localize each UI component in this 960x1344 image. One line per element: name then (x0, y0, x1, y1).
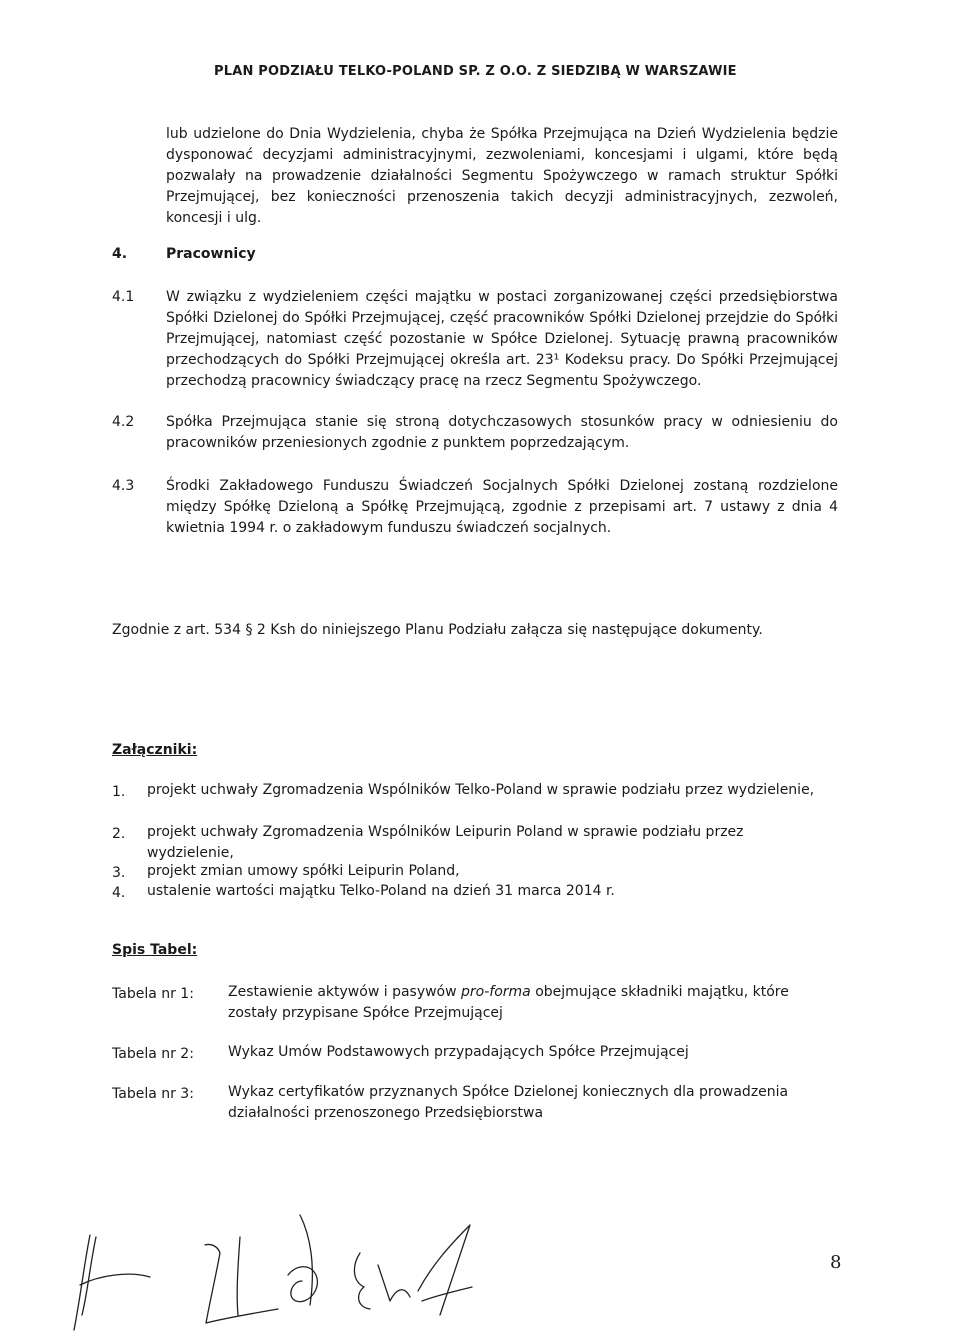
handwritten-signatures (60, 1205, 700, 1335)
signature-stroke (205, 1244, 278, 1323)
attachments-heading: Załączniki: (112, 742, 198, 758)
closing-statement: Zgodnie z art. 534 § 2 Ksh do niniejszego Planu Podziału załącza się następujące dokumenty. (112, 622, 763, 638)
paragraph-number: 4.3 (112, 478, 135, 494)
table-label: Tabela nr 2: (112, 1046, 194, 1062)
paragraph-text: Środki Zakładowego Funduszu Świadczeń Socjalnych Spółki Dzielonej zostaną rozdzielone między Spółkę Dzieloną a Spółkę Przejmującą, zgodnie z przepisami art. 7 ustawy z dnia 4 kwietnia 1994 r. o zakładowym funduszu świadczeń socjalnych. (166, 478, 838, 536)
signature-stroke (80, 1274, 150, 1285)
table-label: Tabela nr 3: (112, 1086, 194, 1102)
table-label: Tabela nr 1: (112, 986, 194, 1002)
table-description: Zestawienie aktywów i pasywów pro-forma obejmujące składniki majątku, które zostały przypisane Spółce Przejmującej (228, 984, 789, 1021)
paragraph-text: W związku z wydzieleniem części majątku w postaci zorganizowanej części przedsiębiorstwa Spółki Dzielonej do Spółki Przejmującej, część pracowników Spółki Dzielonej przejdzie do Spółki Przejmującej, natomiast część pozostanie w Spółce Dzielonej. Sytuację prawną pracowników przechodzących do Spółki Przejmującej określa art. 23¹ Kodeksu pracy. Do Spółki Przejmującej przechodzą pracownicy świadczący pracę na rzecz Segmentu Spożywczego. (166, 289, 838, 389)
paragraph-number: 4.2 (112, 414, 135, 430)
intro-paragraph: lub udzielone do Dnia Wydzielenia, chyba że Spółka Przejmująca na Dzień Wydzielenia będzie dysponować decyzjami administracyjnymi, zezwoleniami, koncesjami i ulgami, które będą pozwalały na prowadzenie działalności Segmentu Spożywczego w ramach struktur Spółki Przejmującej, bez konieczności przenoszenia takich decyzji administracyjnych, zezwoleń, koncesji i ulg. (166, 126, 838, 226)
paragraph-number: 4.1 (112, 289, 135, 305)
attachment-number: 4. (112, 885, 126, 901)
attachment-item: projekt uchwały Zgromadzenia Wspólników Telko-Poland w sprawie podziału przez wydzielenie, (147, 782, 815, 798)
section-title: Pracownicy (166, 246, 256, 262)
attachment-number: 2. (112, 826, 126, 842)
italic-term: pro-forma (461, 984, 531, 1000)
attachment-item: projekt uchwały Zgromadzenia Wspólników Leipurin Poland w sprawie podziału przez wydzielenie, (147, 824, 744, 861)
attachment-number: 1. (112, 784, 126, 800)
table-description: Wykaz Umów Podstawowych przypadających Spółce Przejmującej (228, 1044, 689, 1060)
signature-stroke (237, 1237, 240, 1315)
signature-stroke (300, 1215, 312, 1305)
page-number: 8 (830, 1252, 842, 1273)
attachment-item: ustalenie wartości majątku Telko-Poland na dzień 31 marca 2014 r. (147, 883, 615, 899)
paragraph-text: Spółka Przejmująca stanie się stroną dotychczasowych stosunków pracy w odniesieniu do pracowników przeniesionych zgodnie z punktem poprzedzającym. (166, 414, 838, 451)
signature-stroke (378, 1265, 410, 1301)
tables-heading: Spis Tabel: (112, 942, 198, 958)
signature-stroke (418, 1225, 470, 1315)
attachment-item: projekt zmian umowy spółki Leipurin Poland, (147, 863, 460, 879)
page-header-title: PLAN PODZIAŁU TELKO-POLAND SP. Z O.O. Z SIEDZIBĄ W WARSZAWIE (214, 64, 737, 79)
attachment-number: 3. (112, 865, 126, 881)
signature-stroke (354, 1253, 370, 1309)
table-description: Wykaz certyfikatów przyznanych Spółce Dzielonej koniecznych dla prowadzenia działalności przenoszonego Przedsiębiorstwa (228, 1084, 789, 1121)
signature-stroke (82, 1237, 96, 1315)
section-number: 4. (112, 246, 128, 262)
